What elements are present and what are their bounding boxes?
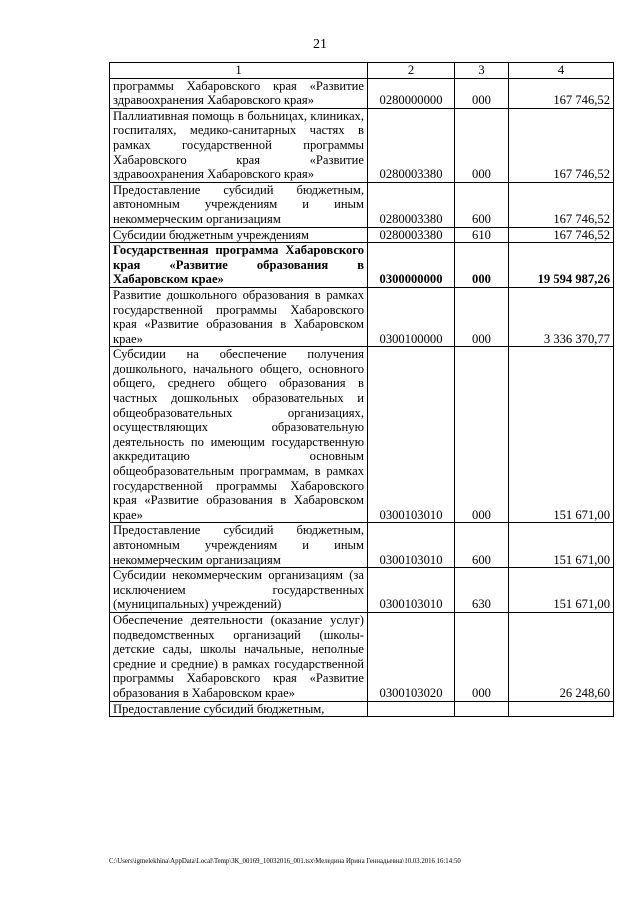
- row-amount: 167 746,52: [509, 78, 614, 108]
- column-header-amount: 4: [509, 63, 614, 79]
- row-name: Предоставление субсидий бюджетным, автономным учреждениям и иным некоммерческим организациям: [110, 182, 368, 227]
- file-path-footer: C:\Users\igmelekhina\AppData\Local\Temp\ЗК_00169_10032016_001.tsx\Меледина Ирина Геннадьевна\10.03.2016 16:14:50: [109, 858, 461, 865]
- page-number: 21: [313, 37, 327, 52]
- column-header-name: 1: [110, 63, 368, 79]
- row-type: 600: [455, 182, 509, 227]
- row-amount: 167 746,52: [509, 108, 614, 182]
- table-row: [110, 78, 614, 108]
- row-name: Субсидии бюджетным учреждениям: [110, 227, 368, 243]
- row-name: Предоставление субсидий бюджетным,: [110, 701, 368, 717]
- row-name: Развитие дошкольного образования в рамках государственной программы Хабаровского края «Развитие образования в Хабаровском крае»: [110, 287, 368, 346]
- row-type: 600: [455, 523, 509, 568]
- row-amount: 167 746,52: [509, 227, 614, 243]
- table-row-program: [110, 243, 614, 288]
- row-amount: 151 671,00: [509, 568, 614, 613]
- table-row: [110, 287, 614, 346]
- row-name: Государственная программа Хабаровского края «Развитие образования в Хабаровском крае»: [110, 243, 368, 288]
- table-row: [110, 227, 614, 243]
- row-name: Паллиативная помощь в больницах, клиниках, госпиталях, медико-санитарных частях в рамках государственной программы Хабаровского края «Развитие здравоохранения Хабаровского края»: [110, 108, 368, 182]
- table-row: [110, 108, 614, 182]
- row-name: Предоставление субсидий бюджетным, автономным учреждениям и иным некоммерческим организациям: [110, 523, 368, 568]
- table-row: [110, 612, 614, 701]
- row-name: Субсидии некоммерческим организациям (за исключением государственных (муниципальных) учреждений): [110, 568, 368, 613]
- table-row: [110, 347, 614, 523]
- row-amount: 151 671,00: [509, 523, 614, 568]
- row-code: 0300000000: [368, 243, 455, 288]
- row-type: 630: [455, 568, 509, 613]
- row-type: 000: [455, 78, 509, 108]
- row-amount: 3 336 370,77: [509, 287, 614, 346]
- row-type: 000: [455, 287, 509, 346]
- row-type: 000: [455, 243, 509, 288]
- row-type: 610: [455, 227, 509, 243]
- row-code: 0280003380: [368, 227, 455, 243]
- row-type: 000: [455, 612, 509, 701]
- column-header-code: 2: [368, 63, 455, 79]
- column-header-type: 3: [455, 63, 509, 79]
- row-type: [455, 701, 509, 717]
- row-amount: 167 746,52: [509, 182, 614, 227]
- table-row: [110, 182, 614, 227]
- row-name: программы Хабаровского края «Развитие здравоохранения Хабаровского края»: [110, 78, 368, 108]
- row-code: 0300103010: [368, 347, 455, 523]
- row-amount: 19 594 987,26: [509, 243, 614, 288]
- row-amount: 151 671,00: [509, 347, 614, 523]
- row-code: 0300103020: [368, 612, 455, 701]
- row-amount: 26 248,60: [509, 612, 614, 701]
- row-code: 0280003380: [368, 182, 455, 227]
- row-name: Обеспечение деятельности (оказание услуг) подведомственных организаций (школы-детские сады, школы начальные, неполные средние и средние) в рамках государственной программы Хабаровского края «Развитие образования в Хабаровском крае»: [110, 612, 368, 701]
- row-code: [368, 701, 455, 717]
- table-row: [110, 523, 614, 568]
- table-row: [110, 701, 614, 717]
- table-header-row: [110, 63, 614, 79]
- row-name: Субсидии на обеспечение получения дошкольного, начального общего, основного общего, среднего общего образования в частных дошкольных образовательных и общеобразовательных организациях, осуществляющих образовательную деятельность по имеющим государственную аккредитацию основным общеобразовательным программам, в рамках государственной программы Хабаровского края «Развитие образования в Хабаровском крае»: [110, 347, 368, 523]
- row-amount: [509, 701, 614, 717]
- budget-table: [109, 62, 614, 717]
- row-code: 0300103010: [368, 523, 455, 568]
- row-code: 0300100000: [368, 287, 455, 346]
- row-code: 0280000000: [368, 78, 455, 108]
- row-code: 0300103010: [368, 568, 455, 613]
- row-type: 000: [455, 347, 509, 523]
- table-row: [110, 568, 614, 613]
- row-type: 000: [455, 108, 509, 182]
- row-code: 0280003380: [368, 108, 455, 182]
